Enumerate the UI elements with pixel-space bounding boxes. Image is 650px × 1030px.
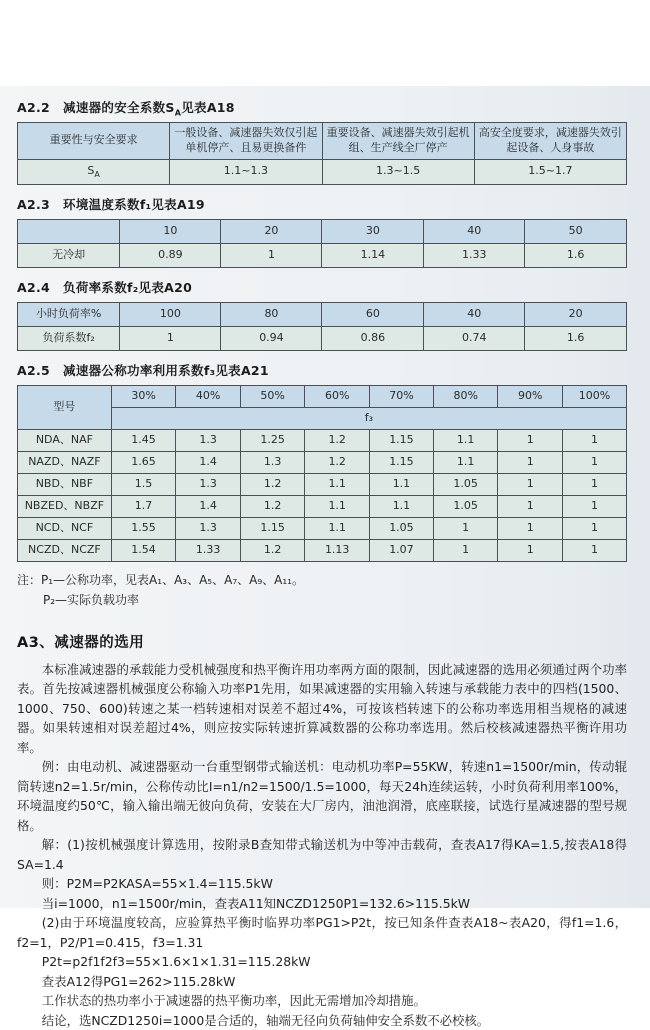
section-title-text: 减速器公称功率利用系数f₃见表A21 [63, 362, 269, 378]
table-cell: 1 [563, 451, 627, 473]
paragraph: 工作状态的热功率小于减速器的热平衡功率，因此无需增加冷却措施。 [41, 993, 426, 1009]
table-cell: 1.65 [111, 451, 176, 473]
table-cell: 1 [433, 517, 498, 539]
paragraph: P2t=p2f1f2f3=55×1.6×1×1.31=115.28kW [41, 954, 311, 970]
table-cell: 1 [563, 429, 627, 451]
table-power-utilization-a21 [17, 385, 627, 562]
table-cell: 1.2 [240, 473, 305, 495]
table-note [17, 571, 627, 609]
table-header-cell: 小时负荷率% [18, 302, 120, 326]
table-cell: 无冷却 [18, 243, 120, 267]
table-cell: 1.2 [305, 451, 370, 473]
table-cell: 1 [498, 451, 563, 473]
table-cell: 1.2 [240, 539, 305, 561]
table-cell: 1 [221, 243, 322, 267]
section-number: A2.2 [17, 100, 51, 115]
table-cell: 1 [563, 539, 627, 561]
scanned-sheet [0, 86, 650, 1028]
paragraph: 则：P2M=P2KASA=55×1.4=115.5kW [41, 876, 273, 892]
table-header-cell: 高安全度要求，减速器失效引起设备、人身事故 [474, 123, 626, 160]
table-cell: 1.3 [176, 517, 241, 539]
table-row [18, 326, 627, 350]
table-cell: 0.74 [424, 326, 525, 350]
section-heading-a23 [17, 195, 627, 213]
table-cell: 1.05 [433, 473, 498, 495]
table-cell: 1 [498, 517, 563, 539]
table-header-cell: 70% [369, 385, 433, 407]
table-header-cell [18, 219, 120, 243]
section-title-text: 减速器的安全系数S [63, 100, 175, 115]
table-cell: 1.45 [111, 429, 176, 451]
table-cell: NBZED、NBZF [18, 495, 112, 517]
table-cell: 1.3~1.5 [322, 159, 474, 184]
table-header-cell: 一般设备、减速器失效仅引起单机停产、且易更换备件 [170, 123, 322, 160]
table-cell: 1.1 [433, 451, 498, 473]
table-ambient-temperature-a19 [17, 219, 627, 268]
table-cell: 1.1~1.3 [170, 159, 322, 184]
table-cell: 1 [563, 473, 627, 495]
table-row [18, 517, 627, 539]
table-header-cell: 重要设备、减速器失效引起机组、生产线全厂停产 [322, 123, 474, 160]
table-cell: 1.54 [111, 539, 176, 561]
table-header-row [18, 219, 627, 243]
table-cell: 1 [120, 326, 221, 350]
table-row [18, 539, 627, 561]
table-cell: 1.33 [424, 243, 525, 267]
table-header-cell: 20 [221, 219, 322, 243]
section-number: A2.3 [17, 196, 51, 212]
table-cell: 1.1 [433, 429, 498, 451]
table-cell: 1.3 [240, 451, 305, 473]
table-cell: 1.55 [111, 517, 176, 539]
selection-guide-text [17, 660, 627, 1030]
table-cell: $S_A$ [18, 159, 170, 184]
table-safety-factor-a18 [17, 122, 627, 185]
table-header-cell: 10 [120, 219, 221, 243]
section-number: A2.4 [17, 279, 51, 295]
table-header-cell: 20 [525, 302, 627, 326]
table-header-cell: 30% [111, 385, 176, 407]
table-cell: 1 [498, 473, 563, 495]
table-cell: 1.3 [176, 473, 241, 495]
paragraph: 解：(1)按机械强度计算选用，按附录B查知带式输送机为中等冲击载荷，查表A17得KA=1.5,按表A18得SA=1.4 [17, 837, 627, 872]
table-header-cell: 30 [322, 219, 424, 243]
paragraph: 例：由电动机、减速器驱动一台重型钢带式输送机：电动机功率P=55KW，转速n1=1500r/min，传动辊筒转速n2=1.5r/min，公称传动比I=n1/n2=1500/1.5=1000，每天24h连续运转，小时负荷利用率100%，环境温度约50℃，输入输出端无彼向负荷，安装在大厂房内，油池润滑，底座联接，试选行星减速器的型号规格。 [17, 759, 627, 833]
table-cell: 负荷系数f₂ [18, 326, 120, 350]
table-cell: 1.3 [176, 429, 241, 451]
subscript: A [174, 108, 182, 118]
section-heading-a24 [17, 278, 627, 296]
table-cell: 1.2 [305, 429, 370, 451]
section-title-ref: 见表A18 [181, 100, 235, 115]
section-heading-a25 [17, 361, 627, 379]
table-header-cell: f₃ [111, 407, 626, 429]
table-cell: 1 [563, 517, 627, 539]
table-header-cell: 100% [563, 385, 627, 407]
table-header-cell: 型号 [18, 385, 112, 429]
table-cell: NDA、NAF [18, 429, 112, 451]
table-row [18, 451, 627, 473]
table-cell: 1.15 [369, 451, 433, 473]
table-cell: 1.4 [176, 451, 241, 473]
table-cell: 1.33 [176, 539, 241, 561]
table-cell: 0.94 [221, 326, 322, 350]
table-header-row [18, 123, 627, 160]
table-header-cell: 重要性与安全要求 [18, 123, 170, 160]
table-header-cell: 60 [322, 302, 424, 326]
page-top-margin [0, 0, 650, 86]
table-cell: 1.1 [369, 473, 433, 495]
table-cell: 1.13 [305, 539, 370, 561]
table-cell: 1.4 [176, 495, 241, 517]
table-header-cell: 80 [221, 302, 322, 326]
table-header-row [18, 302, 627, 326]
table-header-cell: 40% [176, 385, 241, 407]
table-cell: 0.86 [322, 326, 424, 350]
table-header-cell: 50% [240, 385, 305, 407]
table-cell: 1.7 [111, 495, 176, 517]
table-cell: 1 [498, 539, 563, 561]
table-row [18, 429, 627, 451]
table-cell: 1.5 [111, 473, 176, 495]
paragraph: 本标准减速器的承载能力受机械强度和热平衡许用功率两方面的限制，因此减速器的选用必须通过两个功率表。首先按减速器机械强度公称输入功率P1先用，如果减速器的实用输入转速与承载能力表中的四档(1500、1000、750、600)转速之某一档转速相对误差不超过4%，可按该档转速下的公称功率选用相当规格的减速器。如果转速相对误差超过4%，则应按实际转速折算减数器的公称功率选用。然后校核减速器热平衡许用功率。 [17, 661, 627, 755]
section-number: A2.5 [17, 362, 51, 378]
table-cell: NAZD、NAZF [18, 451, 112, 473]
table-cell: 1.6 [525, 243, 627, 267]
table-cell: NCZD、NCZF [18, 539, 112, 561]
table-row [18, 159, 627, 184]
table-row [18, 495, 627, 517]
table-cell: 1.1 [369, 495, 433, 517]
table-row [18, 243, 627, 267]
table-cell: 1 [563, 495, 627, 517]
table-cell: NCD、NCF [18, 517, 112, 539]
section-heading-a22 [17, 98, 627, 116]
table-header-cell: 40 [424, 219, 525, 243]
table-cell: 1 [433, 539, 498, 561]
table-cell: 1.25 [240, 429, 305, 451]
table-cell: 1.2 [240, 495, 305, 517]
paragraph: (2)由于环境温度较高，应验算热平衡时临界功率PG1>P2t，按已知条件查表A18~表A20，得f1=1.6，f2=1，P2/P1=0.415，f3=1.31 [17, 915, 627, 950]
note-line: 注：P₁—公称功率，见表A₁、A₃、A₅、A₇、A₉、A₁₁。 [17, 572, 304, 587]
table-cell: 1.1 [305, 473, 370, 495]
table-header-cell: 60% [305, 385, 370, 407]
paragraph: 当i=1000，n1=1500r/min，查表A11知NCZD1250P1=132.6>115.5kW [41, 895, 470, 911]
table-cell: 1.6 [525, 326, 627, 350]
table-cell: 1.15 [369, 429, 433, 451]
table-header-cell: 80% [433, 385, 498, 407]
table-cell: 1.05 [369, 517, 433, 539]
table-row [18, 473, 627, 495]
table-cell: NBD、NBF [18, 473, 112, 495]
paragraph: 查表A12得PG1=262>115.28kW [41, 973, 236, 989]
table-cell: 0.89 [120, 243, 221, 267]
section-heading-a3: A3、减速器的选用 [17, 634, 145, 651]
table-cell: 1.1 [305, 517, 370, 539]
table-header-cell: 40 [424, 302, 525, 326]
table-cell: 1.07 [369, 539, 433, 561]
table-load-factor-a20 [17, 302, 627, 351]
table-header-cell: 90% [498, 385, 563, 407]
section-title-text: 负荷率系数f₂见表A20 [63, 279, 193, 295]
table-header-row [18, 385, 627, 407]
table-cell: 1.15 [240, 517, 305, 539]
table-cell: 1 [498, 429, 563, 451]
table-header-cell: 100 [120, 302, 221, 326]
table-header-cell: 50 [525, 219, 627, 243]
note-line: P₂—实际负载功率 [43, 592, 140, 607]
table-cell: 1.14 [322, 243, 424, 267]
table-cell: 1.1 [305, 495, 370, 517]
section-title-text: 环境温度系数f₁见表A19 [63, 196, 205, 212]
table-cell: 1.5~1.7 [474, 159, 626, 184]
table-cell: 1 [498, 495, 563, 517]
table-cell: 1.05 [433, 495, 498, 517]
paragraph: 结论，选NCZD1250i=1000是合适的，轴端无径向负荷轴伸安全系数不必校核。 [41, 1012, 490, 1028]
